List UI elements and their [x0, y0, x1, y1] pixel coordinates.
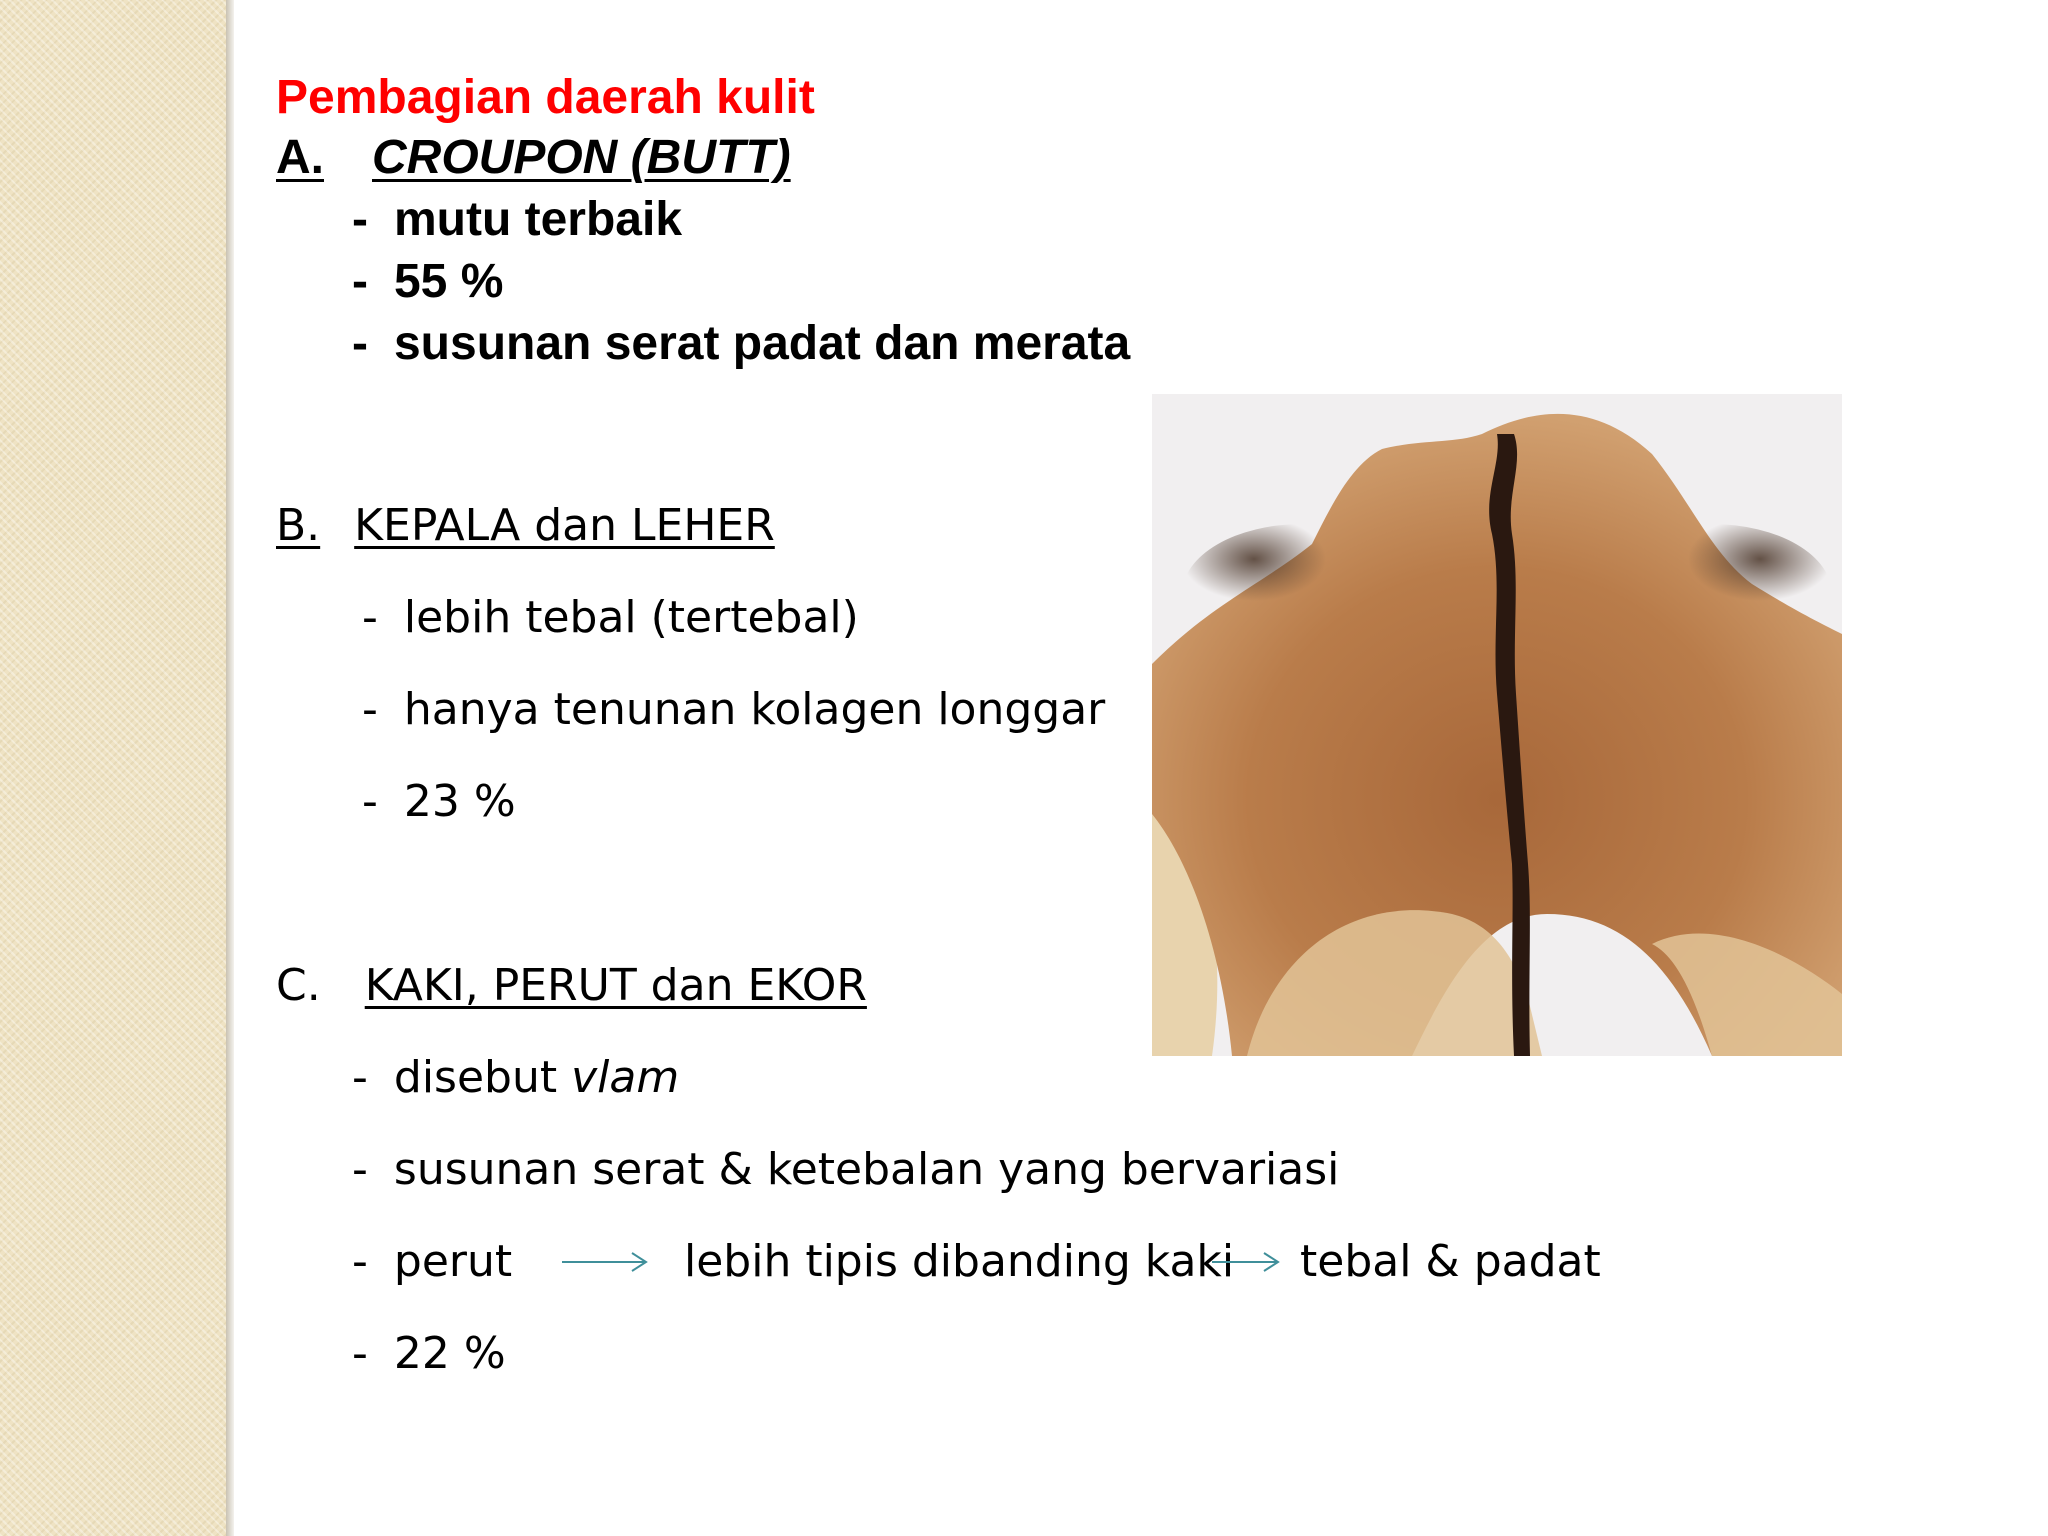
- section-c-item-1-text: disebut: [393, 1052, 558, 1103]
- bullet-dash: -: [352, 1144, 368, 1195]
- side-band-shadow: [226, 0, 234, 1536]
- bullet-dash: -: [362, 592, 378, 643]
- section-c-item-2: [352, 1144, 1339, 1195]
- section-b-item-1: [362, 592, 859, 643]
- bullet-dash: -: [352, 1052, 368, 1103]
- bullet-dash: -: [362, 684, 378, 735]
- section-a-label: A.: [276, 131, 324, 184]
- section-a-title: CROUPON (BUTT): [372, 131, 791, 184]
- hide-photo: [1152, 394, 1842, 1056]
- section-a-item-2: [352, 254, 503, 309]
- animal-hide-illustration: [1152, 394, 1842, 1056]
- section-c-item-4-text: 22 %: [393, 1328, 506, 1379]
- section-b-item-2: [362, 684, 1105, 735]
- section-c-item-4: [352, 1328, 506, 1379]
- section-c-title: KAKI, PERUT dan EKOR: [364, 960, 867, 1011]
- section-b-title: KEPALA dan LEHER: [354, 500, 775, 551]
- bullet-dash: -: [352, 1236, 368, 1287]
- section-c-item-3-part-1: perut: [393, 1236, 513, 1287]
- section-b-heading: [276, 500, 775, 551]
- section-c-item-2-text: susunan serat & ketebalan yang bervariasi: [393, 1144, 1340, 1195]
- section-a-item-2-text: 55 %: [393, 255, 504, 308]
- section-c-item-3-middle: lebih tipis dibanding kaki: [684, 1236, 1235, 1287]
- section-a-item-1: [352, 192, 682, 247]
- section-a-item-3-text: susunan serat padat dan merata: [393, 317, 1131, 370]
- right-arrow-icon: [560, 1250, 650, 1274]
- section-b-item-2-text: hanya tenunan kolagen longgar: [403, 684, 1106, 735]
- section-c-item-3: [352, 1236, 512, 1287]
- section-a-heading: [276, 130, 791, 185]
- bullet-dash: -: [352, 255, 368, 308]
- section-a-item-3: [352, 316, 1130, 371]
- bullet-dash: -: [352, 1328, 368, 1379]
- bullet-dash: -: [352, 193, 368, 246]
- section-b-label: B.: [276, 500, 321, 551]
- section-c-heading: [276, 960, 867, 1011]
- slide-title: Pembagian daerah kulit: [276, 71, 815, 124]
- bullet-dash: -: [352, 317, 368, 370]
- decorative-side-band: [0, 0, 226, 1536]
- section-b-item-3-text: 23 %: [403, 776, 516, 827]
- bullet-dash: -: [362, 776, 378, 827]
- section-c-label: C.: [276, 960, 321, 1011]
- section-a-item-1-text: mutu terbaik: [393, 193, 683, 246]
- section-c-item-3-end: tebal & padat: [1300, 1236, 1601, 1287]
- section-b-item-1-text: lebih tebal (tertebal): [403, 592, 859, 643]
- section-b-item-3: [362, 776, 516, 827]
- right-arrow-icon: [1210, 1250, 1282, 1274]
- section-c-item-1-italic: vlam: [571, 1052, 680, 1103]
- section-c-item-1: [352, 1052, 679, 1103]
